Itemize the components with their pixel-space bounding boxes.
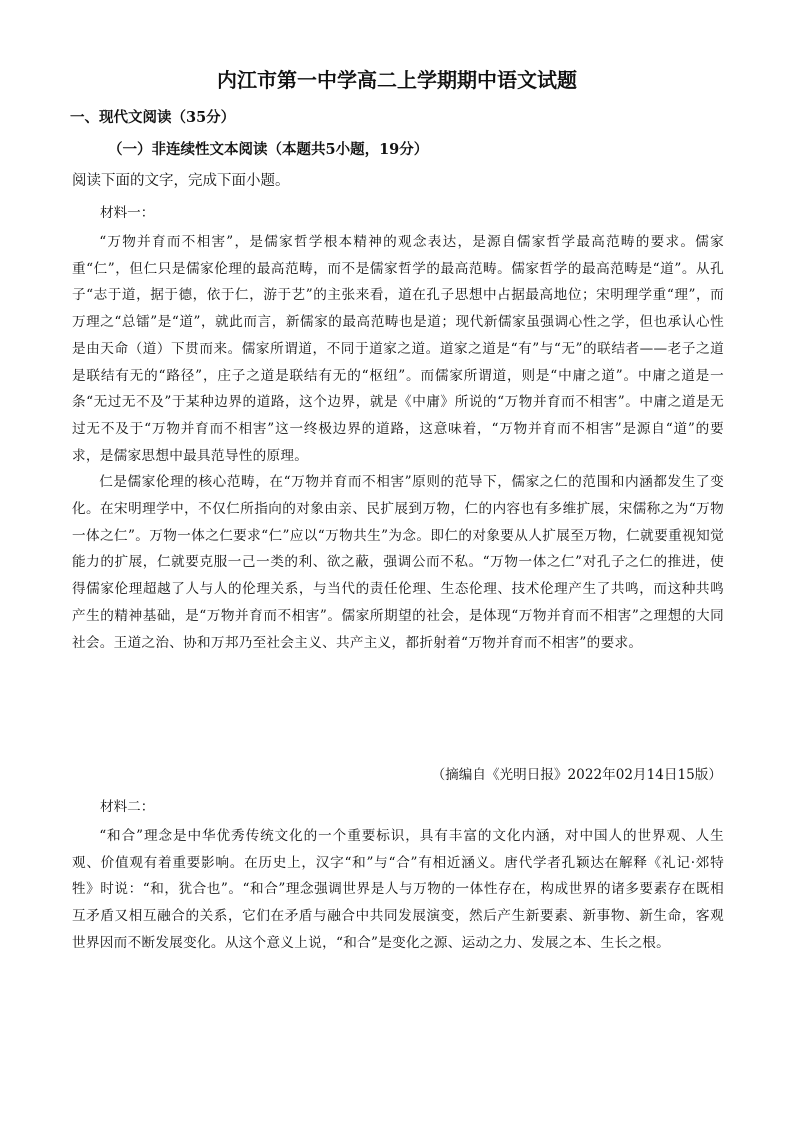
- material-one-paragraph-2: 仁是儒家伦理的核心范畴，在“万物并育而不相害”原则的范导下，儒家之仁的范围和内涵都发生了变化。在宋明理学中，不仅仁所指向的对象由亲、民扩展到万物，仁的内容也有多维扩展，宋儒称之为“万物一体之仁”。万物一体之仁要求“仁”应以“万物共生”为念。即仁的对象要从人扩展至万物，仁就要重视知觉能力的扩展，仁就要克服一己一类的利、欲之蔽，强调公而不私。“万物一体之仁”对孔子之仁的推进，使得儒家伦理超越了人与人的伦理关系，与当代的责任伦理、生态伦理、技术伦理产生了共鸣，而这种共鸣产生的精神基础，是“万物并育而不相害”。儒家所期望的社会，是体现“万物并育而不相害”之理想的大同社会。王道之治、协和万邦乃至社会主义、共产主义，都折射着“万物并育而不相害”的要求。: [72, 474, 724, 651]
- reading-instruction: 阅读下面的文字，完成下面小题。: [72, 173, 290, 189]
- material-two-text: [72, 823, 724, 957]
- material-one-source: （摘编自《光明日报》2022年02月14日15版）: [431, 767, 722, 783]
- material-two-paragraph-1: “和合”理念是中华优秀传统文化的一个重要标识，具有丰富的文化内涵，对中国人的世界观、人生观、价值观有着重要影响。在历史上，汉字“和”与“合”有相近涵义。唐代学者孔颖达在解释《礼记·郊特牲》时说：“和，犹合也”。“和合”理念强调世界是人与万物的一体性存在，构成世界的诸多要素存在既相互矛盾又相互融合的关系，它们在矛盾与融合中共同发展演变，然后产生新要素、新事物、新生命，客观世界因而不断发展变化。从这个意义上说，“和合”是变化之源、运动之力、发展之本、生长之根。: [72, 828, 724, 951]
- material-one-text: [72, 229, 724, 656]
- material-two-label: 材料二：: [100, 799, 155, 815]
- material-one-paragraph-1: “万物并育而不相害”，是儒家哲学根本精神的观念表达，是源自儒家哲学最高范畴的要求。儒家重“仁”，但仁只是儒家伦理的最高范畴，而不是儒家哲学的最高范畴。儒家哲学的最高范畴是“道”。从孔子“志于道，据于德，依于仁，游于艺”的主张来看，道在孔子思想中占据最高地位；宋明理学重“理”，而万理之“总镭”是“道”，就此而言，新儒家的最高范畴也是道；现代新儒家虽强调心性之学，但也承认心性是由天命（道）下贯而来。儒家所谓道，不同于道家之道。道家之道是“有”与“无”的联结者——老子之道是联结有无的“路径”，庄子之道是联结有无的“枢纽”。而儒家所谓道，则是“中庸之道”。中庸之道是一条“无过无不及”于某种边界的道路，这个边界，就是《中庸》所说的“万物并育而不相害”。中庸之道是无过无不及于“万物并育而不相害”这一终极边界的道路，这意味着，“万物并育而不相害”是源自“道”的要求，是儒家思想中最具范导性的原理。: [72, 234, 724, 464]
- section-heading: 一、现代文阅读（35分）: [70, 109, 236, 126]
- subsection-heading: （一）非连续性文本阅读（本题共5小题，19分）: [108, 141, 429, 158]
- material-one-label: 材料一：: [100, 205, 155, 221]
- page-title: 内江市第一中学高二上学期期中语文试题: [217, 68, 577, 92]
